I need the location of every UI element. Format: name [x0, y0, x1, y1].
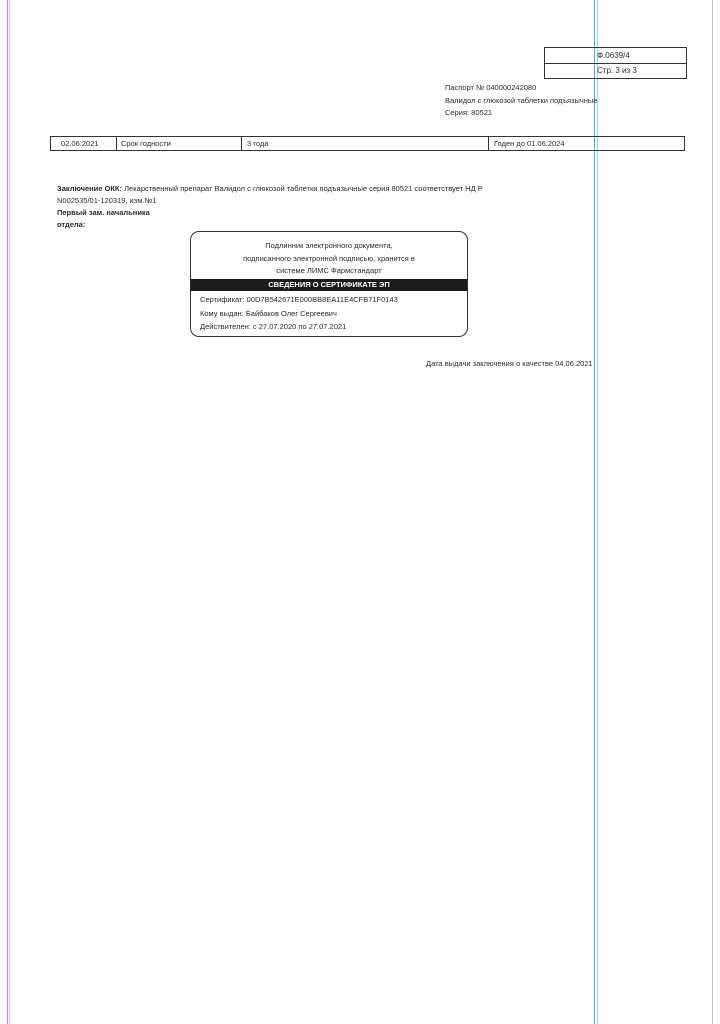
- stamp-line-1: Подлинник электронного документа,: [265, 241, 393, 250]
- electronic-signature-stamp: [190, 231, 468, 337]
- table-divider: [241, 137, 242, 150]
- signer-position: Первый зам. начальника: [57, 208, 150, 217]
- signer-department: отдела:: [57, 220, 86, 229]
- stamp-line-3: системе ЛИМС Фармстандарт: [276, 266, 382, 275]
- table-divider: [116, 137, 117, 150]
- conclusion-line-2: N002535/01-120319, изм.№1: [57, 196, 157, 205]
- page-counter: Стр. 3 из 3: [597, 66, 637, 75]
- scan-edge-line: [712, 0, 713, 1024]
- issue-date: Дата выдачи заключения о качестве 04.06.2021: [426, 359, 593, 368]
- shelf-life-value: 3 года: [247, 139, 269, 148]
- scan-edge-line: [597, 0, 598, 1024]
- conclusion-label: Заключение ОКК:: [57, 184, 123, 193]
- stamp-line-2: подписанного электронной подписью, хранится в: [243, 254, 415, 263]
- certificate-number: Сертификат: 00D7B542671E000BB8EA11E4CFB71F0143: [200, 295, 398, 304]
- certificate-owner: Кому выдан: Байбаков Олег Сергеевич: [200, 309, 337, 318]
- product-name: Валидол с глюкозой таблетки подъязычные: [445, 96, 598, 105]
- form-number-box: [544, 47, 687, 79]
- passport-number: Паспорт № 040000242080: [445, 83, 537, 92]
- certificate-validity: Действителен: с 27.07.2020 по 27.07.2021: [200, 322, 347, 331]
- valid-until: Годен до 01.06.2024: [494, 139, 565, 148]
- dates-table: [50, 136, 685, 151]
- table-divider: [488, 137, 489, 150]
- scan-edge-line: [7, 0, 8, 1024]
- conclusion-line-1: [57, 183, 483, 195]
- scan-edge-line: [594, 0, 595, 1024]
- stamp-header: СВЕДЕНИЯ О СЕРТИФИКАТЕ ЭП: [191, 279, 467, 291]
- shelf-life-label: Срок годности: [121, 139, 171, 148]
- conclusion-text: Лекарственный препарат Валидол с глюкозой таблетки подъязычные серия 80521 соответствует НД Р: [124, 184, 483, 193]
- series-number: Серия: 80521: [445, 108, 493, 117]
- form-code: Ф.0639/4: [597, 51, 630, 60]
- manufacture-date: 02.06.2021: [61, 139, 99, 148]
- scan-edge-line: [9, 0, 10, 1024]
